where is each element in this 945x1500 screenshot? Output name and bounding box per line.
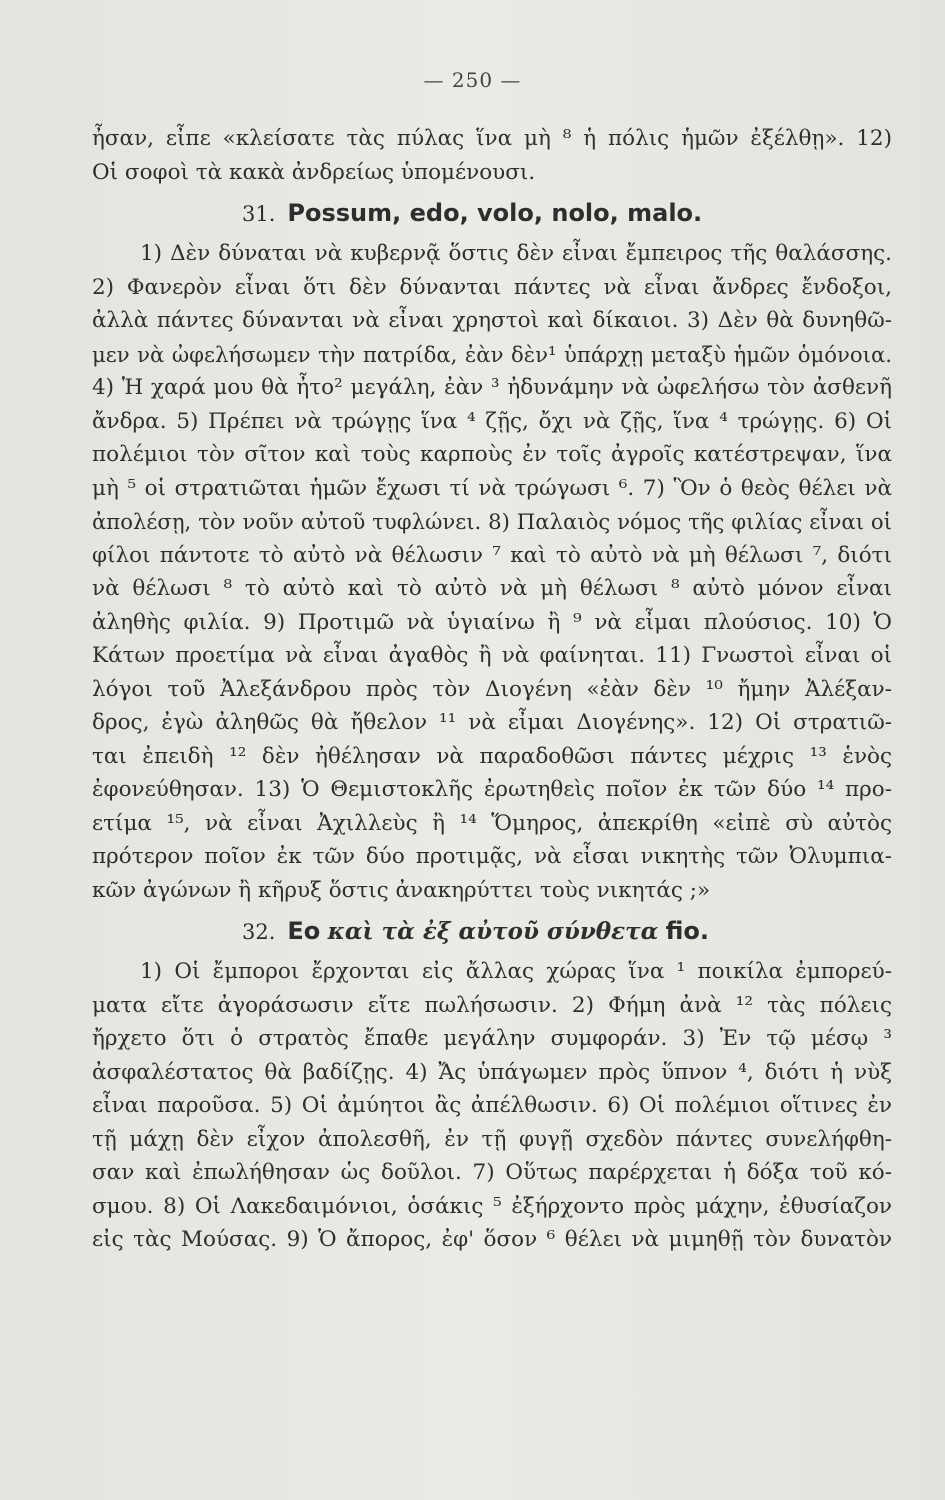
section-heading-31 <box>92 189 892 237</box>
text-line: ἀσφαλέστατος θὰ βαδίζῃς. 4) Ἄς ὑπάγωμεν πρὸς ὕπνον ⁴, διότι ἡ νὺξ <box>92 1059 892 1085</box>
text-line: τῇ μάχῃ δὲν εἶχον ἀπολεσθῆ, ἐν τῇ φυγῇ σχεδὸν πάντες συνελήφθη- <box>92 1126 892 1152</box>
text-line: Οἱ σοφοὶ τὰ κακὰ ἀνδρείως ὑπομένουσι. <box>92 159 536 185</box>
text-line: πρότερον ποῖον ἐκ τῶν δύο προτιμᾷς, νὰ εἶσαι νικητὴς τῶν Ὀλυμπια- <box>92 844 892 869</box>
section-title: Possum, edo, volo, nolo, malo. <box>287 199 703 227</box>
section-number: 32. <box>242 920 276 944</box>
text-line: Κάτων προετίμα νὰ εἶναι ἀγαθὸς ἢ νὰ φαίνηται. 11) Γνωστοὶ εἶναι οἱ <box>92 643 892 668</box>
text-line: ἀπολέσῃ, τὸν νοῦν αὐτοῦ τυφλώνει. 8) Παλαιὸς νόμος τῆς φιλίας εἶναι οἱ <box>92 509 892 534</box>
text-line: λόγοι τοῦ Ἀλεξάνδρου πρὸς τὸν Διογένη «ἐὰν δὲν ¹⁰ ἤμην Ἀλέξαν- <box>92 676 892 702</box>
text-line: ται ἐπειδὴ ¹² δὲν ἠθέλησαν νὰ παραδοθῶσι πάντες μέχρις ¹³ ἑνὸς <box>92 743 892 769</box>
page-text <box>92 122 892 1257</box>
text-line: ἐφονεύθησαν. 13) Ὁ Θεμιστοκλῆς ἐρωτηθεὶς ποῖον ἐκ τῶν δύο ¹⁴ προ- <box>92 777 892 802</box>
text-line: ετίμα ¹⁵, νὰ εἶναι Ἀχιλλεὺς ἢ ¹⁴ Ὅμηρος, ἀπεκρίθη «εἰπὲ σὺ αὐτὸς <box>92 810 892 836</box>
text-line: ἀληθὴς φιλία. 9) Προτιμῶ νὰ ὑγιαίνω ἢ ⁹ νὰ εἶμαι πλούσιος. 10) Ὁ <box>92 609 892 635</box>
text-line: ἀλλὰ πάντες δύνανται νὰ εἶναι χρηστοὶ καὶ δίκαιοι. 3) Δὲν θὰ δυνηθῶ- <box>92 308 892 333</box>
section-heading-32 <box>92 907 892 955</box>
text-line: εἶναι παροῦσα. 5) Οἱ ἀμύητοι ἂς ἀπέλθωσιν. 6) Οἱ πολέμιοι οἵτινες ἐν <box>92 1093 892 1118</box>
section-title-latin: fio. <box>665 917 710 945</box>
text-line: δρος, ἐγὼ ἀληθῶς θὰ ἤθελον ¹¹ νὰ εἶμαι Διογένης». 12) Οἱ στρατιῶ- <box>92 710 892 735</box>
section-title-latin: Eo <box>287 917 321 945</box>
text-line: νὰ θέλωσι ⁸ τὸ αὐτὸ καὶ τὸ αὐτὸ νὰ μὴ θέλωσι ⁸ αὐτὸ μόνον εἶναι <box>92 576 892 601</box>
text-line: ἦσαν, εἶπε «κλείσατε τὰς πύλας ἵνα μὴ ⁸ ἡ πόλις ἡμῶν ἐξέλθῃ». 12) <box>92 126 892 151</box>
text-line: ματα εἴτε ἀγοράσωσιν εἴτε πωλήσωσιν. 2) Φήμη ἀνὰ ¹² τὰς πόλεις <box>92 992 892 1018</box>
text-line: 2) Φανερὸν εἶναι ὅτι δὲν δύνανται πάντες νὰ εἶναι ἄνδρες ἔνδοξοι, <box>92 274 892 300</box>
text-line: μὴ ⁵ οἱ στρατιῶται ἡμῶν ἔχωσι τί νὰ τρώγωσι ⁶. 7) Ὃν ὁ θεὸς θέλει νὰ <box>92 475 892 501</box>
text-line: 4) Ἡ χαρά μου θὰ ἦτο² μεγάλη, ἐὰν ³ ἠδυνάμην νὰ ὠφελήσω τὸν ἀσθενῆ <box>92 375 892 400</box>
section-number: 31. <box>242 202 276 226</box>
text-line: εἰς τὰς Μούσας. 9) Ὁ ἄπορος, ἐφ' ὅσον ⁶ θέλει νὰ μιμηθῇ τὸν δυνατὸν <box>92 1227 892 1252</box>
text-line: 1) Οἱ ἔμποροι ἔρχονται εἰς ἄλλας χώρας ἵνα ¹ ποικίλα ἐμπορεύ- <box>140 959 892 984</box>
section-title-greek: καὶ τὰ ἐξ αὐτοῦ σύνθετα <box>327 918 659 945</box>
text-line: πολέμιοι τὸν σῖτον καὶ τοὺς καρποὺς ἐν τοῖς ἀγροῖς κατέστρεψαν, ἵνα <box>92 442 892 467</box>
text-line: ἤρχετο ὅτι ὁ στρατὸς ἔπαθε μεγάλην συμφοράν. 3) Ἐν τῷ μέσῳ ³ <box>92 1026 892 1051</box>
text-line: 1) Δὲν δύναται νὰ κυβερνᾷ ὅστις δὲν εἶναι ἔμπειρος τῆς θαλάσσης. <box>140 241 892 266</box>
text-line: μεν νὰ ὠφελήσωμεν τὴν πατρίδα, ἐὰν δὲν¹ ὑπάρχῃ μεταξὺ ἡμῶν ὁμόνοια. <box>92 341 892 367</box>
page-number: — 250 — <box>423 68 522 92</box>
text-line: ἄνδρα. 5) Πρέπει νὰ τρώγῃς ἵνα ⁴ ζῇς, ὄχι νὰ ζῇς, ἵνα ⁴ τρώγῃς. 6) Οἱ <box>92 408 892 434</box>
text-line: σμου. 8) Οἱ Λακεδαιμόνιοι, ὁσάκις ⁵ ἐξήρχοντο πρὸς μάχην, ἐθυσίαζον <box>92 1193 892 1219</box>
text-line: κῶν ἀγώνων ἢ κῆρυξ ὅστις ἀνακηρύττει τοὺς νικητάς ;» <box>92 877 711 903</box>
text-line: σαν καὶ ἐπωλήθησαν ὡς δοῦλοι. 7) Οὕτως παρέρχεται ἡ δόξα τοῦ κό- <box>92 1160 892 1185</box>
text-line: φίλοι πάντοτε τὸ αὐτὸ νὰ θέλωσιν ⁷ καὶ τὸ αὐτὸ νὰ μὴ θέλωσι ⁷, διότι <box>92 542 892 568</box>
